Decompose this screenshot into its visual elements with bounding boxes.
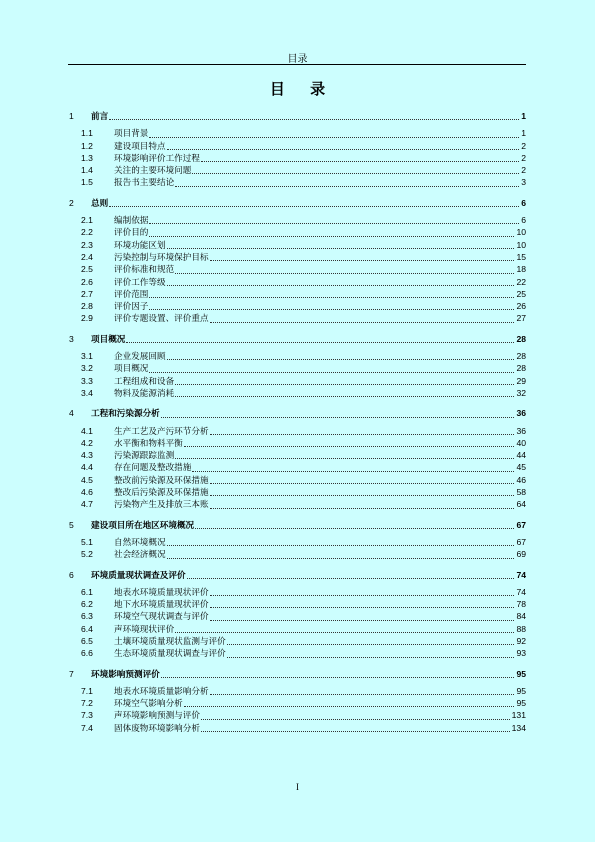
toc-entry-title: 评价标准和规范 bbox=[114, 265, 175, 276]
toc-dot-leader bbox=[210, 612, 515, 621]
toc-entry-title: 声环境影响预测与评价 bbox=[114, 711, 200, 722]
toc-section-entry[interactable] bbox=[68, 486, 526, 498]
toc-entry-number: 1.2 bbox=[81, 140, 93, 151]
toc-dot-leader bbox=[175, 376, 514, 385]
toc-dot-leader bbox=[227, 636, 515, 645]
toc-dot-leader bbox=[149, 301, 514, 310]
toc-dot-leader bbox=[161, 409, 515, 418]
toc-chapter-entry[interactable] bbox=[68, 519, 526, 531]
toc-entry-title: 自然环境概况 bbox=[114, 537, 166, 548]
toc-section-entry[interactable] bbox=[68, 312, 526, 324]
toc-entry-number: 3 bbox=[69, 333, 74, 344]
toc-dot-leader bbox=[161, 669, 515, 678]
toc-entry-number: 3.1 bbox=[81, 351, 93, 362]
toc-chapter-entry[interactable] bbox=[68, 197, 526, 209]
toc-entry-page: 67 bbox=[516, 536, 526, 547]
toc-dot-leader bbox=[210, 599, 515, 608]
toc-entry-page: 36 bbox=[516, 408, 526, 419]
toc-entry-title: 社会经济概况 bbox=[114, 550, 166, 561]
toc-entry-page: 46 bbox=[516, 474, 526, 485]
toc-dot-leader bbox=[210, 475, 515, 484]
toc-dot-leader bbox=[192, 165, 519, 174]
toc-section-entry[interactable] bbox=[68, 536, 526, 548]
toc-section-entry[interactable] bbox=[68, 610, 526, 622]
toc-dot-leader bbox=[167, 351, 515, 360]
toc-entry-number: 7 bbox=[69, 668, 74, 679]
toc-chapter-entry[interactable] bbox=[68, 333, 526, 345]
toc-entry-page: 15 bbox=[516, 251, 526, 262]
toc-entry-number: 2.6 bbox=[81, 276, 93, 287]
toc-entry-number: 1.5 bbox=[81, 177, 93, 188]
toc-entry-title: 建设项目所在地区环境概况 bbox=[91, 520, 195, 531]
toc-dot-leader bbox=[167, 277, 515, 286]
toc-section-entry[interactable] bbox=[68, 437, 526, 449]
toc-entry-title: 关注的主要环境问题 bbox=[114, 166, 192, 177]
toc-entry-title: 声环境现状评价 bbox=[114, 624, 175, 635]
toc-entry-page: 74 bbox=[516, 586, 526, 597]
header-rule bbox=[68, 64, 526, 65]
toc-entry-title: 固体废物环境影响分析 bbox=[114, 723, 200, 734]
toc-dot-leader bbox=[149, 228, 514, 237]
toc-dot-leader bbox=[109, 198, 519, 207]
toc-entry-page: 131 bbox=[511, 710, 526, 721]
toc-section-entry[interactable] bbox=[68, 474, 526, 486]
toc-entry-number: 6.3 bbox=[81, 611, 93, 622]
toc-entry-number: 2.5 bbox=[81, 264, 93, 275]
toc-entry-page: 28 bbox=[516, 363, 526, 374]
toc-entry-page: 44 bbox=[516, 450, 526, 461]
toc-section-entry[interactable] bbox=[68, 623, 526, 635]
toc-entry-number: 3.4 bbox=[81, 387, 93, 398]
toc-entry-title: 存在问题及整改措施 bbox=[114, 463, 192, 474]
toc-entry-number: 4 bbox=[69, 408, 74, 419]
toc-entry-title: 物料及能源消耗 bbox=[114, 388, 175, 399]
toc-entry-number: 2.9 bbox=[81, 313, 93, 324]
toc-entry-page: 92 bbox=[516, 635, 526, 646]
toc-entry-number: 2.1 bbox=[81, 215, 93, 226]
toc-entry-page: 74 bbox=[516, 569, 526, 580]
toc-entry-number: 4.2 bbox=[81, 437, 93, 448]
toc-entry-page: 1 bbox=[521, 111, 526, 121]
toc-entry-title: 建设项目特点 bbox=[114, 141, 166, 152]
toc-dot-leader bbox=[201, 153, 519, 162]
toc-entry-number: 6 bbox=[69, 569, 74, 580]
toc-entry-title: 评价因子 bbox=[114, 302, 149, 313]
toc-dot-leader bbox=[201, 723, 510, 732]
toc-entry-title: 评价范围 bbox=[114, 289, 149, 300]
toc-entry-title: 评价工作等级 bbox=[114, 277, 166, 288]
toc-dot-leader bbox=[201, 711, 510, 720]
toc-entry-page: 93 bbox=[516, 648, 526, 659]
toc-entry-number: 3.3 bbox=[81, 375, 93, 386]
toc-entry-page: 29 bbox=[516, 375, 526, 386]
toc-entry-page: 10 bbox=[516, 239, 526, 250]
toc-entry-number: 4.5 bbox=[81, 474, 93, 485]
toc-entry-title: 整改后污染源及环保措施 bbox=[114, 488, 209, 499]
toc-entry-title: 生态环境质量现状调查与评价 bbox=[114, 649, 226, 660]
toc-entry-title: 编制依据 bbox=[114, 216, 149, 227]
toc-section-entry[interactable] bbox=[68, 449, 526, 461]
toc-entry-title: 企业发展回顾 bbox=[114, 352, 166, 363]
toc-entry-number: 2 bbox=[69, 197, 74, 208]
toc-entry-title: 工程组成和设备 bbox=[114, 376, 175, 387]
toc-entry-title: 环境影响预测评价 bbox=[91, 669, 160, 680]
toc-entry-title: 工程和污染源分析 bbox=[91, 409, 160, 420]
toc-dot-leader bbox=[210, 500, 515, 509]
toc-section-entry[interactable] bbox=[68, 498, 526, 510]
toc-entry-title: 项目概况 bbox=[114, 364, 149, 375]
toc-entry-number: 1.3 bbox=[81, 152, 93, 163]
toc-entry-page: 2 bbox=[521, 152, 526, 163]
toc-entry-number: 7.3 bbox=[81, 710, 93, 721]
toc-entry-number: 2.2 bbox=[81, 227, 93, 238]
toc-section-entry[interactable] bbox=[68, 375, 526, 387]
toc-dot-leader bbox=[167, 537, 515, 546]
toc-entry-page: 64 bbox=[516, 499, 526, 510]
toc-entry-page: 40 bbox=[516, 437, 526, 448]
toc-dot-leader bbox=[149, 289, 514, 298]
toc-dot-leader bbox=[184, 698, 515, 707]
toc-entry-page: 6 bbox=[521, 197, 526, 208]
toc-entry-number: 6.5 bbox=[81, 635, 93, 646]
toc-entry-page: 25 bbox=[516, 288, 526, 299]
toc-entry-number: 4.1 bbox=[81, 425, 93, 436]
toc-entry-number: 4.6 bbox=[81, 487, 93, 498]
toc-dot-leader bbox=[184, 438, 515, 447]
toc-section-entry[interactable] bbox=[68, 709, 526, 721]
toc-entry-page: 95 bbox=[516, 685, 526, 696]
toc-section-entry[interactable] bbox=[68, 127, 526, 139]
toc-entry-number: 1.4 bbox=[81, 165, 93, 176]
toc-entry-number: 2.3 bbox=[81, 239, 93, 250]
toc-entry-page: 95 bbox=[516, 698, 526, 709]
toc-section-entry[interactable] bbox=[68, 461, 526, 473]
toc-entry-page: 3 bbox=[521, 177, 526, 188]
toc-entry-number: 2.4 bbox=[81, 251, 93, 262]
toc-dot-leader bbox=[149, 129, 519, 138]
toc-entry-title: 污染物产生及排放三本账 bbox=[114, 500, 209, 511]
toc-entry-title: 环境质量现状调查及评价 bbox=[91, 570, 186, 581]
toc-section-entry[interactable] bbox=[68, 586, 526, 598]
toc-dot-leader bbox=[167, 141, 520, 150]
toc-section-entry[interactable] bbox=[68, 635, 526, 647]
toc-dot-leader bbox=[175, 450, 514, 459]
toc-dot-leader bbox=[126, 334, 514, 343]
running-header: 目录 bbox=[287, 54, 308, 65]
toc-entry-title: 报告书主要结论 bbox=[114, 178, 175, 189]
toc-entry-number: 7.2 bbox=[81, 698, 93, 709]
toc-entry-page: 2 bbox=[521, 140, 526, 151]
toc-entry-number: 1 bbox=[69, 111, 74, 121]
toc-dot-leader bbox=[210, 587, 515, 596]
toc-section-entry[interactable] bbox=[68, 697, 526, 709]
toc-entry-page: 6 bbox=[521, 215, 526, 226]
toc-section-entry[interactable] bbox=[68, 387, 526, 399]
toc-dot-leader bbox=[109, 111, 519, 120]
page-title: 目 录 bbox=[269, 80, 336, 98]
toc-entry-number: 5 bbox=[69, 519, 74, 530]
toc-entry-page: 27 bbox=[516, 313, 526, 324]
toc-dot-leader bbox=[227, 649, 515, 658]
toc-section-entry[interactable] bbox=[68, 251, 526, 263]
toc-entry-page: 26 bbox=[516, 301, 526, 312]
toc-dot-leader bbox=[149, 364, 514, 373]
toc-entry-page: 95 bbox=[516, 668, 526, 679]
toc-dot-leader bbox=[175, 178, 519, 187]
toc-section-entry[interactable] bbox=[68, 350, 526, 362]
toc-entry-page: 18 bbox=[516, 264, 526, 275]
toc-entry-page: 45 bbox=[516, 462, 526, 473]
toc-entry-title: 整改前污染源及环保措施 bbox=[114, 475, 209, 486]
toc-dot-leader bbox=[167, 550, 515, 559]
toc-entry-page: 88 bbox=[516, 623, 526, 634]
toc-entry-title: 总则 bbox=[91, 198, 109, 209]
toc-section-entry[interactable] bbox=[68, 647, 526, 659]
toc-entry-number: 4.4 bbox=[81, 462, 93, 473]
toc-dot-leader bbox=[210, 426, 515, 435]
toc-section-entry[interactable] bbox=[68, 548, 526, 560]
toc-section-entry[interactable] bbox=[68, 152, 526, 164]
toc-entry-page: 10 bbox=[516, 227, 526, 238]
toc-entry-page: 28 bbox=[516, 333, 526, 344]
toc-entry-number: 6.4 bbox=[81, 623, 93, 634]
toc-dot-leader bbox=[210, 686, 515, 695]
toc-entry-title: 土壤环境质量现状监测与评价 bbox=[114, 636, 226, 647]
toc-chapter-entry[interactable] bbox=[68, 110, 526, 122]
toc-dot-leader bbox=[210, 314, 515, 323]
toc-entry-page: 32 bbox=[516, 387, 526, 398]
toc-section-entry[interactable] bbox=[68, 176, 526, 188]
toc-entry-title: 前言 bbox=[91, 112, 109, 122]
toc-entry-page: 69 bbox=[516, 549, 526, 560]
toc-entry-page: 84 bbox=[516, 611, 526, 622]
toc-entry-number: 7.1 bbox=[81, 685, 93, 696]
toc-entry-number: 4.7 bbox=[81, 499, 93, 510]
toc-section-entry[interactable] bbox=[68, 214, 526, 226]
toc-section-entry[interactable] bbox=[68, 276, 526, 288]
toc-section-entry[interactable] bbox=[68, 288, 526, 300]
toc-entry-page: 78 bbox=[516, 599, 526, 610]
toc-dot-leader bbox=[192, 463, 514, 472]
toc-entry-number: 1.1 bbox=[81, 128, 93, 139]
toc-entry-number: 6.1 bbox=[81, 586, 93, 597]
toc-dot-leader bbox=[187, 570, 515, 579]
toc-entry-page: 134 bbox=[511, 722, 526, 733]
toc-entry-number: 2.8 bbox=[81, 301, 93, 312]
toc-entry-title: 环境空气影响分析 bbox=[114, 699, 183, 710]
toc-entry-title: 污染控制与环境保护目标 bbox=[114, 252, 209, 263]
toc-entry-title: 生产工艺及产污环节分析 bbox=[114, 426, 209, 437]
toc-entry-number: 5.2 bbox=[81, 549, 93, 560]
table-of-contents bbox=[68, 110, 526, 734]
toc-entry-number: 3.2 bbox=[81, 363, 93, 374]
toc-entry-page: 36 bbox=[516, 425, 526, 436]
toc-entry-title: 项目背景 bbox=[114, 129, 149, 140]
toc-entry-title: 项目概况 bbox=[91, 334, 126, 345]
toc-section-entry[interactable] bbox=[68, 425, 526, 437]
toc-entry-page: 28 bbox=[516, 351, 526, 362]
toc-entry-number: 2.7 bbox=[81, 288, 93, 299]
toc-entry-title: 环境功能区划 bbox=[114, 240, 166, 251]
toc-section-entry[interactable] bbox=[68, 300, 526, 312]
toc-entry-title: 地下水环境质量现状评价 bbox=[114, 600, 209, 611]
toc-entry-page: 1 bbox=[521, 128, 526, 139]
toc-section-entry[interactable] bbox=[68, 164, 526, 176]
toc-dot-leader bbox=[195, 520, 514, 529]
toc-section-entry[interactable] bbox=[68, 263, 526, 275]
toc-dot-leader bbox=[210, 487, 515, 496]
toc-entry-number: 6.2 bbox=[81, 599, 93, 610]
toc-entry-page: 67 bbox=[516, 519, 526, 530]
toc-entry-number: 6.6 bbox=[81, 648, 93, 659]
toc-dot-leader bbox=[175, 624, 514, 633]
toc-entry-page: 58 bbox=[516, 487, 526, 498]
toc-section-entry[interactable] bbox=[68, 226, 526, 238]
toc-entry-title: 环境空气现状调查与评价 bbox=[114, 612, 209, 623]
toc-dot-leader bbox=[175, 265, 514, 274]
toc-section-entry[interactable] bbox=[68, 685, 526, 697]
toc-entry-page: 2 bbox=[521, 165, 526, 176]
toc-dot-leader bbox=[149, 215, 519, 224]
page-number: I bbox=[296, 782, 299, 792]
toc-entry-number: 7.4 bbox=[81, 722, 93, 733]
toc-entry-title: 污染源跟踪监测 bbox=[114, 451, 175, 462]
toc-dot-leader bbox=[167, 240, 515, 249]
toc-dot-leader bbox=[210, 252, 515, 261]
toc-dot-leader bbox=[175, 388, 514, 397]
toc-entry-title: 地表水环境质量现状评价 bbox=[114, 587, 209, 598]
toc-entry-number: 5.1 bbox=[81, 536, 93, 547]
toc-entry-title: 环境影响评价工作过程 bbox=[114, 153, 200, 164]
toc-chapter-entry[interactable] bbox=[68, 668, 526, 680]
toc-entry-page: 22 bbox=[516, 276, 526, 287]
toc-entry-title: 水平衡和物料平衡 bbox=[114, 438, 183, 449]
toc-entry-title: 评价目的 bbox=[114, 228, 149, 239]
toc-section-entry[interactable] bbox=[68, 140, 526, 152]
toc-entry-title: 地表水环境质量影响分析 bbox=[114, 686, 209, 697]
toc-section-entry[interactable] bbox=[68, 598, 526, 610]
toc-chapter-entry[interactable] bbox=[68, 407, 526, 419]
toc-entry-title: 评价专题设置、评价重点 bbox=[114, 314, 209, 325]
toc-section-entry[interactable] bbox=[68, 722, 526, 734]
toc-chapter-entry[interactable] bbox=[68, 569, 526, 581]
toc-section-entry[interactable] bbox=[68, 362, 526, 374]
toc-section-entry[interactable] bbox=[68, 239, 526, 251]
toc-entry-number: 4.3 bbox=[81, 450, 93, 461]
